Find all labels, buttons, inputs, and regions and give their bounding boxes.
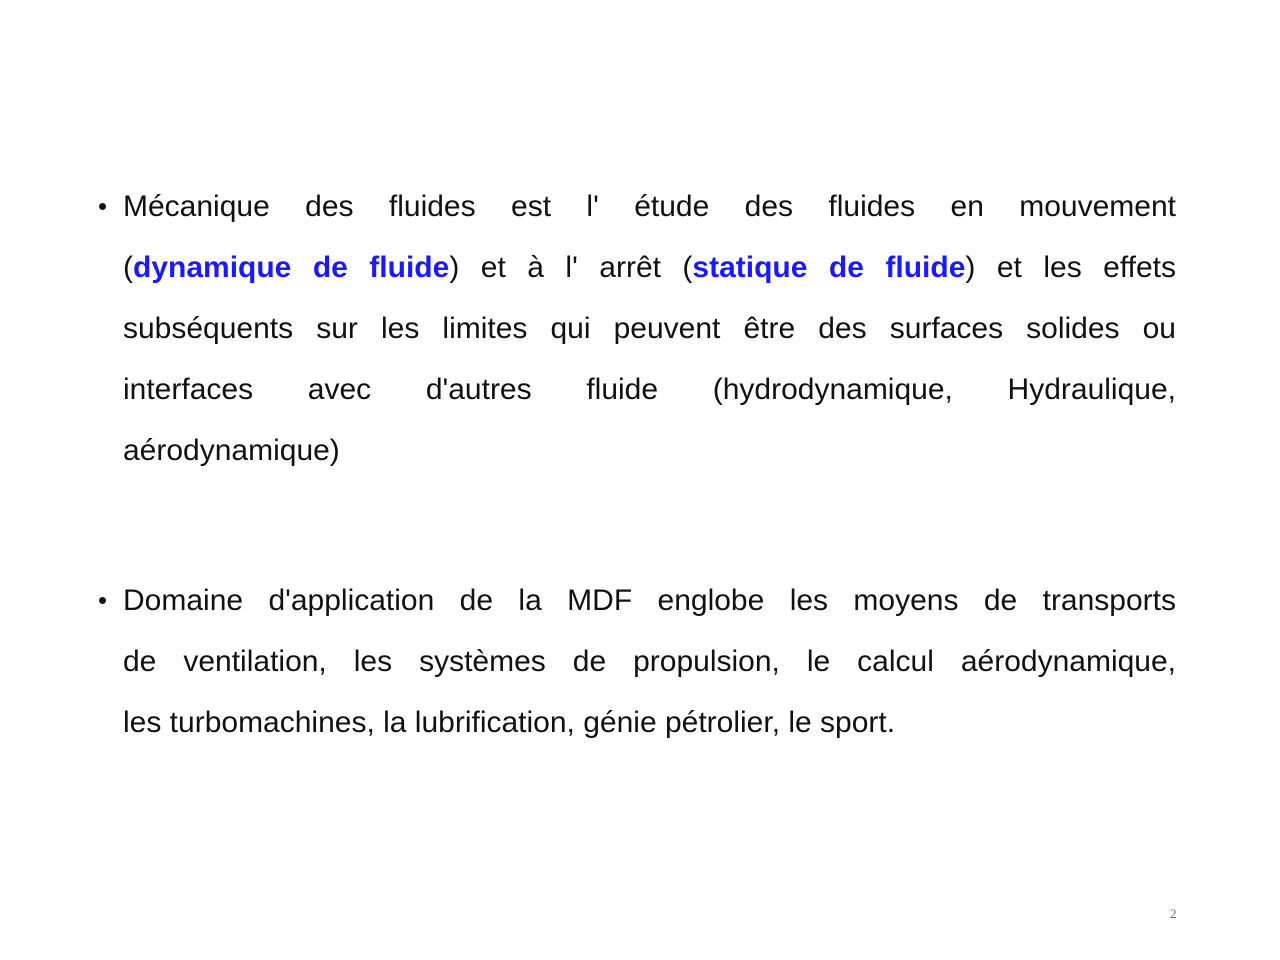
bullet-text — [123, 176, 1176, 481]
text-segment: les turbomachines, la lubrification, génie pétrolier, le sport. — [123, 706, 896, 739]
text-line — [123, 176, 1176, 237]
text-segment: de ventilation, les systèmes de propulsion, le calcul aérodynamique, — [123, 645, 1176, 678]
text-segment: aérodynamique) — [123, 434, 340, 467]
bullet-item-mecanique — [98, 176, 1176, 481]
text-segment: interfaces avec d'autres fluide (hydrodynamique, Hydraulique, — [123, 373, 1176, 406]
bullet-icon: • — [98, 585, 108, 615]
page-number: 2 — [1170, 906, 1177, 921]
bullet-item-domaine — [98, 570, 1176, 753]
text-line — [123, 570, 1176, 631]
bullet-icon: • — [98, 191, 108, 221]
text-line — [123, 692, 1176, 753]
text-segment: ) et à l' arrêt ( — [449, 251, 693, 284]
text-segment: ( — [123, 251, 133, 284]
text-line — [123, 359, 1176, 420]
text-line — [123, 237, 1176, 298]
text-segment: ) et les effets — [965, 251, 1176, 284]
text-line — [123, 298, 1176, 359]
emphasis-term: statique de fluide — [692, 251, 966, 284]
text-segment: subséquents sur les limites qui peuvent être des surfaces solides ou — [123, 312, 1176, 345]
emphasis-term: dynamique de fluide — [133, 251, 450, 284]
text-segment: Domaine d'application de la MDF englobe les moyens de transports — [123, 584, 1176, 617]
text-line — [123, 420, 1176, 481]
bullet-text — [123, 570, 1176, 753]
text-segment: Mécanique des fluides est l' étude des fluides en mouvement — [123, 190, 1176, 223]
text-line — [123, 631, 1176, 692]
